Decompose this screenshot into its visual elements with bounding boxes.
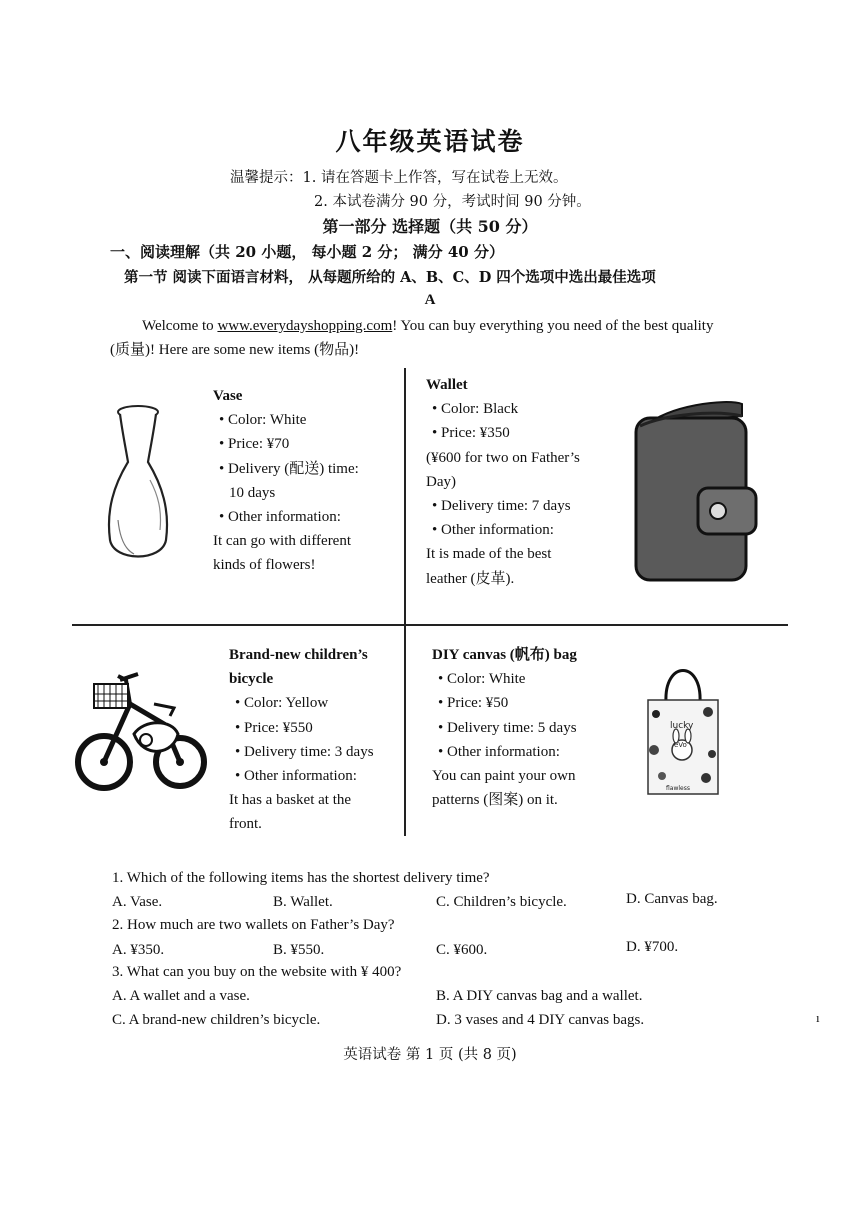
wallet-illustration xyxy=(626,396,762,586)
q3-option-b: B. A DIY canvas bag and a wallet. xyxy=(436,988,643,1004)
bag-text-lucky: lucky xyxy=(670,721,694,731)
tip-line-2: 2. 本试卷满分 90 分，考试时间 90 分钟。 xyxy=(314,194,591,210)
item-bicycle: Brand-new children’s bicycle • Color: Yellow • Price: ¥550 • Delivery time: 3 days • Other information: It has a basket at the front. xyxy=(229,643,374,837)
q3-option-a: A. A wallet and a vase. xyxy=(112,988,250,1004)
q2-option-d: D. ¥700. xyxy=(626,939,679,955)
page-footer: 英语试卷 第 1 页 (共 8 页) xyxy=(343,1047,517,1063)
margin-mark: ı xyxy=(816,1010,820,1025)
section-title: 一、阅读理解（共 20 小题， 每小题 2 分； 满分 40 分） xyxy=(110,243,504,261)
item-wallet: Wallet • Color: Black • Price: ¥350 (¥600 for two on Father’s Day) • Delivery time: 7 days • Other information: It is made of the best leather (皮革). xyxy=(426,373,580,591)
tip-line-1: 温馨提示：1. 请在答题卡上作答，写在试卷上无效。 xyxy=(230,170,568,186)
grid-horizontal-divider xyxy=(72,624,788,626)
item-canvas-bag: DIY canvas (帆布) bag • Color: White • Price: ¥50 • Delivery time: 5 days • Other information: You can paint your own patterns (图案) on it. xyxy=(432,643,577,812)
bag-text-evo: eVo xyxy=(674,741,687,749)
canvas-bag-illustration xyxy=(642,650,724,800)
wallet-name: Wallet xyxy=(426,377,468,393)
passage-intro: Welcome to www.everydayshopping.com! You can buy everything you need of the best quality (质量)! Here are some new items (物品)! xyxy=(110,318,714,358)
q1-option-d: D. Canvas bag. xyxy=(626,891,718,907)
website-link[interactable]: www.everydayshopping.com xyxy=(217,318,393,334)
page-title: 八年级英语试卷 xyxy=(335,127,525,156)
part-title: 第一部分 选择题（共 50 分） xyxy=(322,217,538,236)
q2-option-b: B. ¥550. xyxy=(273,942,325,958)
bicycle-name-line1: Brand-new children’s xyxy=(229,647,368,663)
grid-vertical-divider xyxy=(404,368,406,836)
question-1: 1. Which of the following items has the shortest delivery time? xyxy=(112,870,490,886)
passage-letter: A xyxy=(424,292,436,308)
bag-name: DIY canvas (帆布) bag xyxy=(432,647,577,663)
q1-option-b: B. Wallet. xyxy=(273,894,333,910)
bicycle-name-line2: bicycle xyxy=(229,671,274,688)
subsection-title: 第一节 阅读下面语言材料， 从每题所给的 A、B、C、D 四个选项中选出最佳选项 xyxy=(124,269,656,286)
q2-option-a: A. ¥350. xyxy=(112,942,165,958)
bicycle-illustration xyxy=(74,664,210,814)
bag-text-flawless: flawless xyxy=(666,785,690,792)
q3-option-d: D. 3 vases and 4 DIY canvas bags. xyxy=(436,1012,645,1028)
q1-option-a: A. Vase. xyxy=(112,894,163,910)
vase-name: Vase xyxy=(213,388,243,404)
q1-option-c: C. Children’s bicycle. xyxy=(436,894,567,910)
item-vase: Vase • Color: White • Price: ¥70 • Delivery (配送) time: 10 days • Other information: It can go with different kinds of flowers! xyxy=(213,384,359,578)
question-3: 3. What can you buy on the website with ¥ 400? xyxy=(112,964,402,980)
q2-option-c: C. ¥600. xyxy=(436,942,488,958)
vase-illustration xyxy=(104,400,174,570)
question-2: 2. How much are two wallets on Father’s Day? xyxy=(112,917,395,933)
q3-option-c: C. A brand-new children’s bicycle. xyxy=(112,1012,321,1028)
